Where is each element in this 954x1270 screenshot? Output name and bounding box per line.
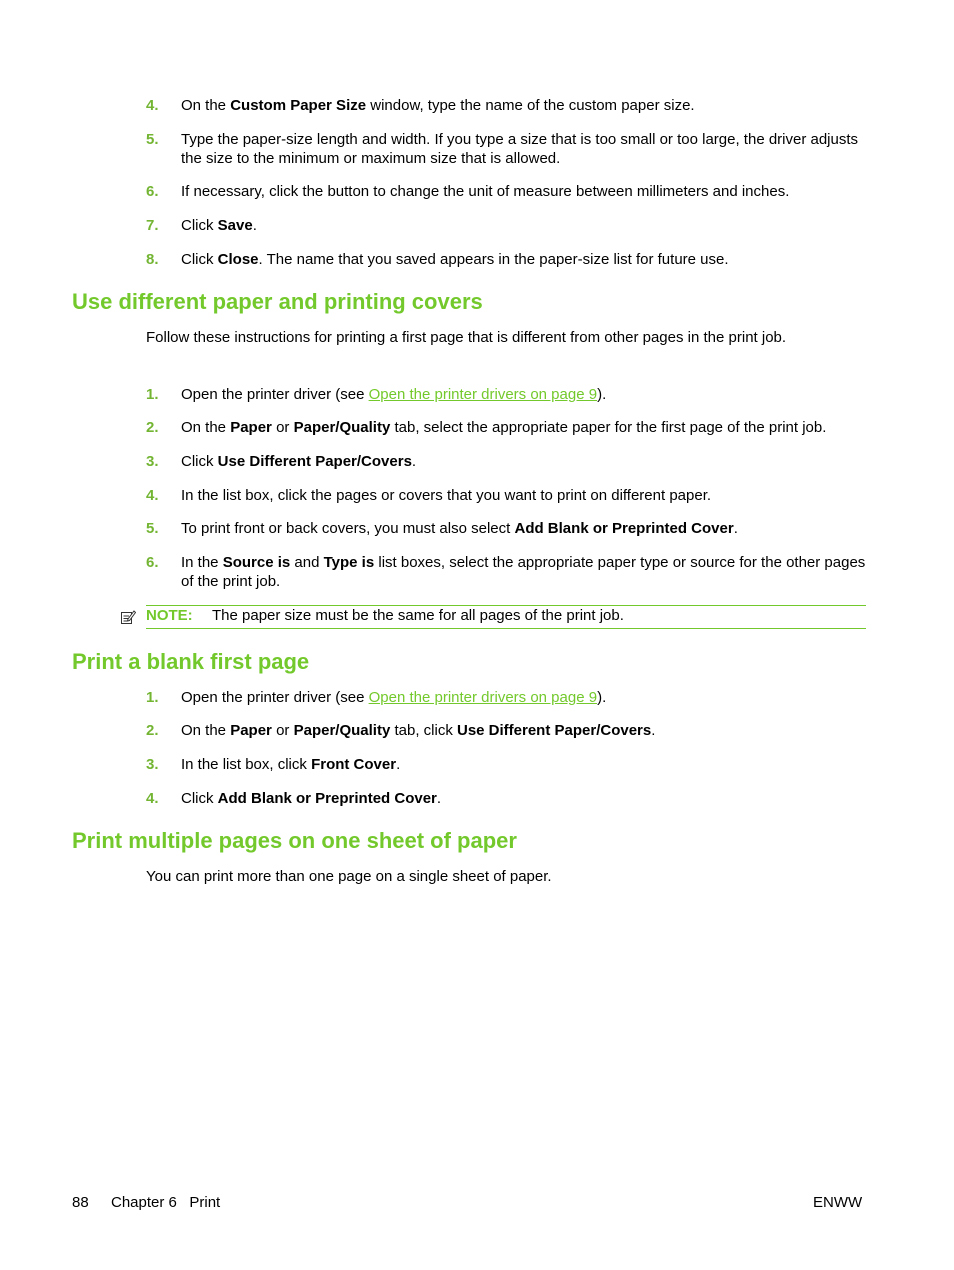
step-bold: Paper/Quality bbox=[293, 722, 391, 739]
step-number: 3. bbox=[146, 756, 159, 773]
step-number: 4. bbox=[146, 97, 159, 114]
step-text: If necessary, click the button to change the unit of measure between millimeters and inches. bbox=[181, 183, 790, 200]
step-number: 6. bbox=[146, 183, 159, 200]
step-number: 1. bbox=[146, 689, 159, 706]
step-text: To print front or back covers, you must also select bbox=[181, 520, 515, 537]
step-text: and bbox=[290, 554, 324, 571]
chapter-label: Chapter 6 Print bbox=[111, 1194, 221, 1211]
step-bold: Paper/Quality bbox=[293, 419, 391, 436]
step-text: tab, select the appropriate paper for the first page of the print job. bbox=[390, 419, 827, 436]
step-text: or bbox=[271, 722, 294, 739]
step-bold: Add Blank or Preprinted Cover bbox=[217, 790, 437, 807]
section-heading: Print a blank first page bbox=[72, 649, 310, 674]
step-bold: Type is bbox=[323, 554, 375, 571]
step-number: 3. bbox=[146, 453, 159, 470]
step-text: list boxes, select the appropriate paper type or source for the other pages of the print job. bbox=[181, 554, 866, 590]
section-heading: Print multiple pages on one sheet of paper bbox=[72, 828, 517, 853]
note-box bbox=[146, 605, 866, 629]
section-intro: Follow these instructions for printing a first page that is different from other pages in the print job. bbox=[146, 329, 787, 346]
step-text: . bbox=[733, 520, 738, 537]
step-text: Click bbox=[181, 453, 218, 470]
step-text: . bbox=[252, 217, 257, 234]
step-bold: Custom Paper Size bbox=[230, 97, 367, 114]
step-text: . bbox=[651, 722, 656, 739]
step-text: In the list box, click the pages or covers that you want to print on different paper. bbox=[181, 487, 712, 504]
section-intro: You can print more than one page on a single sheet of paper. bbox=[146, 868, 552, 885]
step-text: ). bbox=[597, 689, 607, 706]
step-number: 1. bbox=[146, 386, 159, 403]
step-text: In the list box, click bbox=[181, 756, 312, 773]
step-number: 6. bbox=[146, 554, 159, 571]
step-number: 2. bbox=[146, 419, 159, 436]
step-text: On the bbox=[181, 722, 231, 739]
step-text: . bbox=[396, 756, 401, 773]
page-link[interactable]: Open the printer drivers on page 9 bbox=[368, 689, 598, 706]
step-text: or bbox=[271, 419, 294, 436]
note-icon bbox=[120, 609, 136, 625]
step-text: In the bbox=[181, 554, 223, 571]
step-text: Click bbox=[181, 790, 218, 807]
step-text: . The name that you saved appears in the paper-size list for future use. bbox=[258, 251, 729, 268]
step-number: 5. bbox=[146, 520, 159, 537]
step-text: . bbox=[436, 790, 442, 807]
step-number: 7. bbox=[146, 217, 159, 234]
step-bold: Use Different Paper/Covers bbox=[456, 722, 652, 739]
step-bold: Close bbox=[217, 251, 259, 268]
step-number: 5. bbox=[146, 131, 159, 148]
step-bold: Use Different Paper/Covers bbox=[217, 453, 412, 470]
step-bold: Paper bbox=[230, 419, 272, 436]
step-number: 2. bbox=[146, 722, 159, 739]
step-text: On the bbox=[181, 97, 231, 114]
step-text: . bbox=[411, 453, 417, 470]
step-bold: Add Blank or Preprinted Cover bbox=[514, 520, 734, 537]
step-text: Open the printer driver (see bbox=[181, 689, 369, 706]
page-link[interactable]: Open the printer drivers on page 9 bbox=[368, 386, 598, 403]
note-text: The paper size must be the same for all pages of the print job. bbox=[212, 607, 624, 624]
footer-right-label: ENWW bbox=[813, 1194, 863, 1211]
step-text: tab, click bbox=[390, 722, 457, 739]
section-heading: Use different paper and printing covers bbox=[72, 289, 483, 314]
step-text: window, type the name of the custom paper size. bbox=[366, 97, 695, 114]
step-number: 4. bbox=[146, 790, 159, 807]
step-number: 8. bbox=[146, 251, 159, 268]
step-text: Click bbox=[181, 251, 218, 268]
note-label: NOTE: bbox=[146, 607, 193, 624]
step-text: Open the printer driver (see bbox=[181, 386, 369, 403]
step-bold: Front Cover bbox=[311, 756, 397, 773]
page-number: 88 bbox=[72, 1194, 89, 1211]
step-bold: Paper bbox=[230, 722, 272, 739]
step-number: 4. bbox=[146, 487, 159, 504]
step-text: ). bbox=[597, 386, 607, 403]
step-text: On the bbox=[181, 419, 231, 436]
step-bold: Save bbox=[217, 217, 253, 234]
step-text: Click bbox=[181, 217, 218, 234]
step-text: Type the paper-size length and width. If you type a size that is too small or too large, the driver adjusts the size to the minimum or maximum size that is allowed. bbox=[181, 131, 859, 167]
step-bold: Source is bbox=[222, 554, 291, 571]
